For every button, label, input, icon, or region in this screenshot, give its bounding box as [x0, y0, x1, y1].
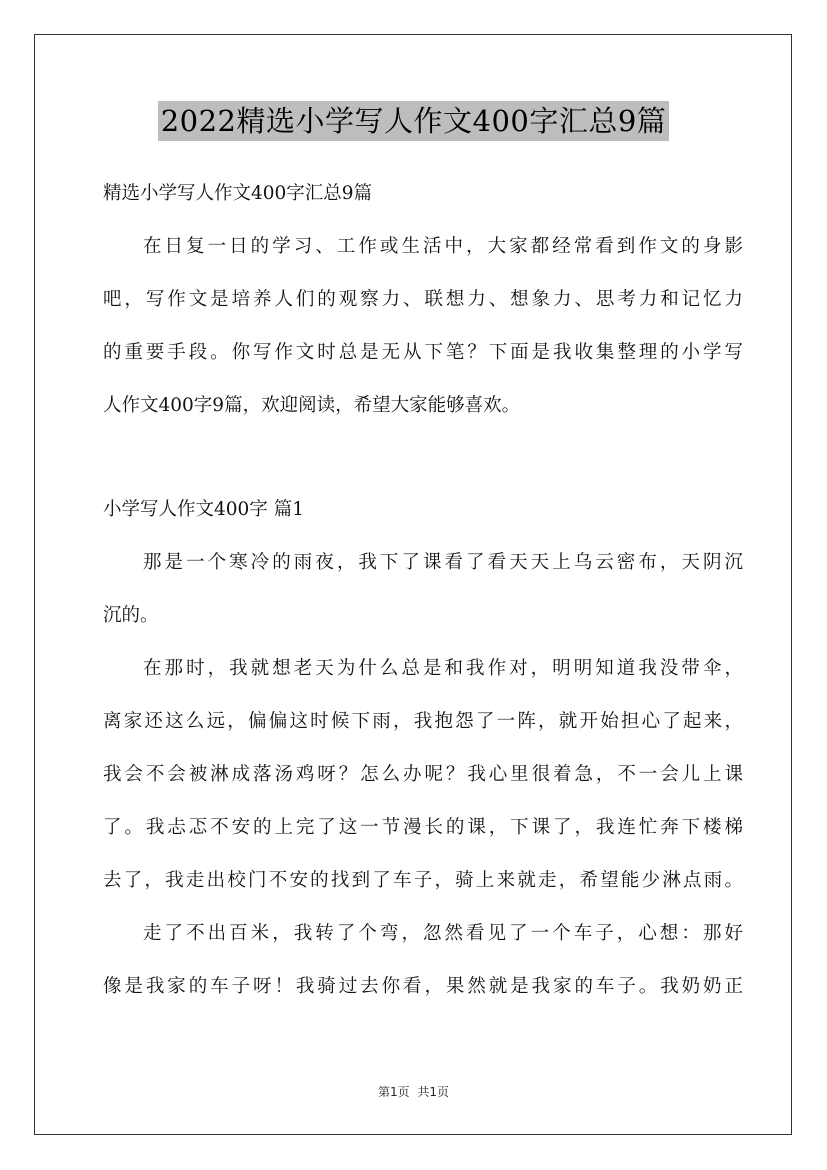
- title-container: [0, 101, 827, 141]
- intro-line-2: 吧，写作文是培养人们的观察力、联想力、想象力、思考力和记忆力: [103, 289, 743, 310]
- paragraph-1-line-2: 沉的。: [103, 605, 159, 626]
- paragraph-2-line-1: 在那时，我就想老天为什么总是和我作对，明明知道我没带伞，: [143, 658, 743, 679]
- paragraph-3-line-1: 走了不出百米，我转了个弯，忽然看见了一个车子，心想：那好: [143, 923, 743, 944]
- paragraph-2-line-3: 我会不会被淋成落汤鸡呀？怎么办呢？我心里很着急，不一会儿上课: [103, 764, 743, 785]
- paragraph-2-line-2: 离家还这么远，偏偏这时候下雨，我抱怨了一阵，就开始担心了起来，: [103, 711, 743, 732]
- section-gap: [103, 437, 743, 488]
- paragraph-2-line-5: 去了，我走出校门不安的找到了车子，骑上来就走，希望能少淋点雨。: [103, 870, 743, 891]
- intro-line-4: 人作文400字9篇，欢迎阅读，希望大家能够喜欢。: [103, 395, 521, 416]
- page-total: 共1页: [417, 1085, 450, 1099]
- document-title: 2022精选小学写人作文400字汇总9篇: [158, 101, 670, 141]
- page-footer: [0, 1083, 827, 1100]
- page-number: 第1页: [377, 1085, 410, 1099]
- paragraph-2-line-4: 了。我忐忑不安的上完了这一节漫长的课，下课了，我连忙奔下楼梯: [103, 817, 743, 838]
- document-body: [103, 172, 743, 1018]
- paragraph-3-line-2: 像是我家的车子呀！我骑过去你看，果然就是我家的车子。我奶奶正: [103, 976, 743, 997]
- section-heading: 小学写人作文400字 篇1: [103, 499, 304, 520]
- intro-line-1: 在日复一日的学习、工作或生活中，大家都经常看到作文的身影: [143, 236, 743, 257]
- document-subtitle: 精选小学写人作文400字汇总9篇: [103, 183, 373, 204]
- intro-line-3: 的重要手段。你写作文时总是无从下笔？下面是我收集整理的小学写: [103, 342, 743, 363]
- paragraph-1-line-1: 那是一个寒冷的雨夜，我下了课看了看天天上乌云密布，天阴沉: [143, 552, 743, 573]
